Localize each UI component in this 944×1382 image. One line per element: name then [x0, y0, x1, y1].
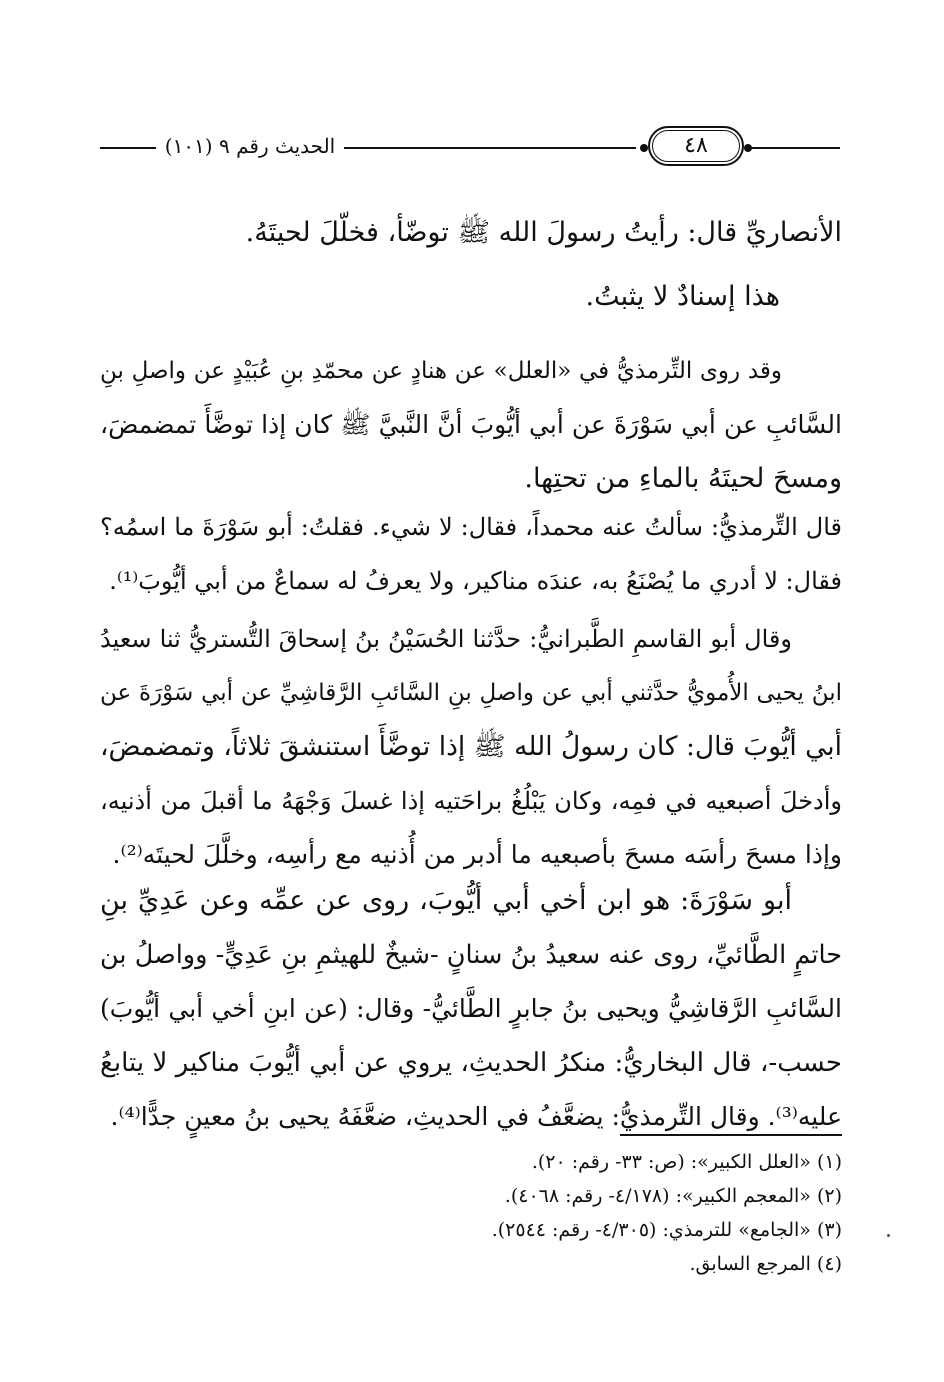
header-rule-right	[750, 147, 840, 149]
text-line: وقد روى التِّرمذيُّ في «العلل» عن هنادٍ عن محمّدِ بنِ عُبَيْدٍ عن واصلِ بنِ	[100, 358, 782, 384]
text-line: وأدخلَ أصبعيه في فمِه، وكان يَبْلُغُ براحَتيه إذا غسلَ وَجْهَهُ ما أقبلَ من أذنيه،	[100, 787, 842, 815]
header-rule-middle	[344, 147, 636, 149]
footnote-1: (١) «العلل الكبير»: (ص: ٣٣- رقم: ٢٠).	[531, 1151, 842, 1173]
footnote-separator	[620, 1134, 842, 1136]
text-line: حسب-، قال البخاريُّ: منكرُ الحديثِ، يروي عن أبي أيُّوبَ مناكير لا يتابعُ	[100, 1048, 842, 1078]
running-header-title: الحديث رقم ٩ (١٠١)	[164, 134, 336, 158]
paragraph-5	[100, 874, 842, 1144]
text-line: قال التِّرمذيُّ: سألتُ عنه محمداً، فقال: لا شيء. فقلتُ: أبو سَوْرَةَ ما اسمُه؟	[100, 513, 842, 541]
text-line: السَّائبِ عن أبي سَوْرَةَ عن أبي أيُّوبَ أنَّ النَّبيَّ ﷺ كان إذا توضَّأَ تمضمضَ،	[100, 410, 842, 439]
text-line: ومسحَ لحيتَهُ بالماءِ من تحتِها.	[524, 463, 842, 494]
paragraph-1-continued	[100, 270, 780, 324]
text-line: وقال أبو القاسمِ الطَّبرانيُّ: حدَّثنا الحُسَيْنُ بنُ إسحاقَ التُّستريُّ ثنا سعيدُ	[100, 625, 792, 653]
text-line: هذا إسنادٌ لا يثبتُ.	[585, 281, 780, 312]
text-line: الأنصاريِّ قال: رأيتُ رسولَ الله ﷺ توضّأ، فخلّلَ لحيتَهُ.	[245, 217, 842, 248]
text-line: عليه⁽³⁾. وقال التِّرمذيُّ: يضعَّفُ في الحديثِ، ضعَّفَهُ يحيى بنُ معينٍ جدًّا⁽⁴⁾.	[110, 1102, 842, 1131]
footnote-2: (٢) «المعجم الكبير»: (٤/١٧٨- رقم: ٤٠٦٨).	[504, 1185, 842, 1207]
paragraph-3	[100, 500, 842, 608]
text-line: وإذا مسحَ رأسَه مسحَ بأصبعيه ما أدبر من أُذنيه مع رأسِه، وخلَّلَ لحيتَه⁽²⁾.	[112, 840, 842, 869]
margin-speck	[887, 1234, 890, 1237]
paragraph-4	[100, 612, 842, 882]
footnote-3: (٣) «الجامع» للترمذي: (٤/٣٠٥- رقم: ٢٥٤٤).	[491, 1219, 842, 1241]
text-line: فقال: لا أدري ما يُصْنَعُ به، عندَه مناكير، ولا يعرفُ له سماعٌ من أبي أيُّوبَ⁽¹⁾.	[109, 567, 842, 595]
text-line: حاتمٍ الطَّائيِّ، روى عنه سعيدُ بنُ سنانٍ -شيخٌ للهيثمِ بنِ عَدِيٍّ- وواصلُ بن	[100, 940, 842, 970]
paragraph-2	[100, 344, 842, 506]
text-line: أبي أيُّوبَ قال: كان رسولُ الله ﷺ إذا توضَّأَ استنشقَ ثلاثاً، وتمضمضَ،	[100, 731, 842, 762]
header-ornament-dot-left	[640, 144, 648, 152]
text-line: السَّائبِ الرَّقاشِيُّ ويحيى بنُ جابرٍ الطَّائيُّ- وقال: (عن ابنِ أخي أبي أيُّوبَ)	[100, 994, 842, 1023]
header-rule-left	[100, 147, 156, 149]
text-line: أبو سَوْرَةَ: هو ابن أخي أبي أيُّوبَ، روى عن عمِّه وعن عَدِيِّ بنِ	[100, 885, 792, 916]
paragraph-1	[100, 206, 842, 260]
footnote-4: (٤) المرجع السابق.	[689, 1253, 842, 1275]
text-line: ابنُ يحيى الأُمويُّ حدَّثني أبي عن واصلِ بنِ السَّائبِ الرَّقاشِيِّ عن أبي سَوْرَةَ عن	[100, 680, 842, 706]
page-number: ٤٨	[652, 130, 740, 162]
